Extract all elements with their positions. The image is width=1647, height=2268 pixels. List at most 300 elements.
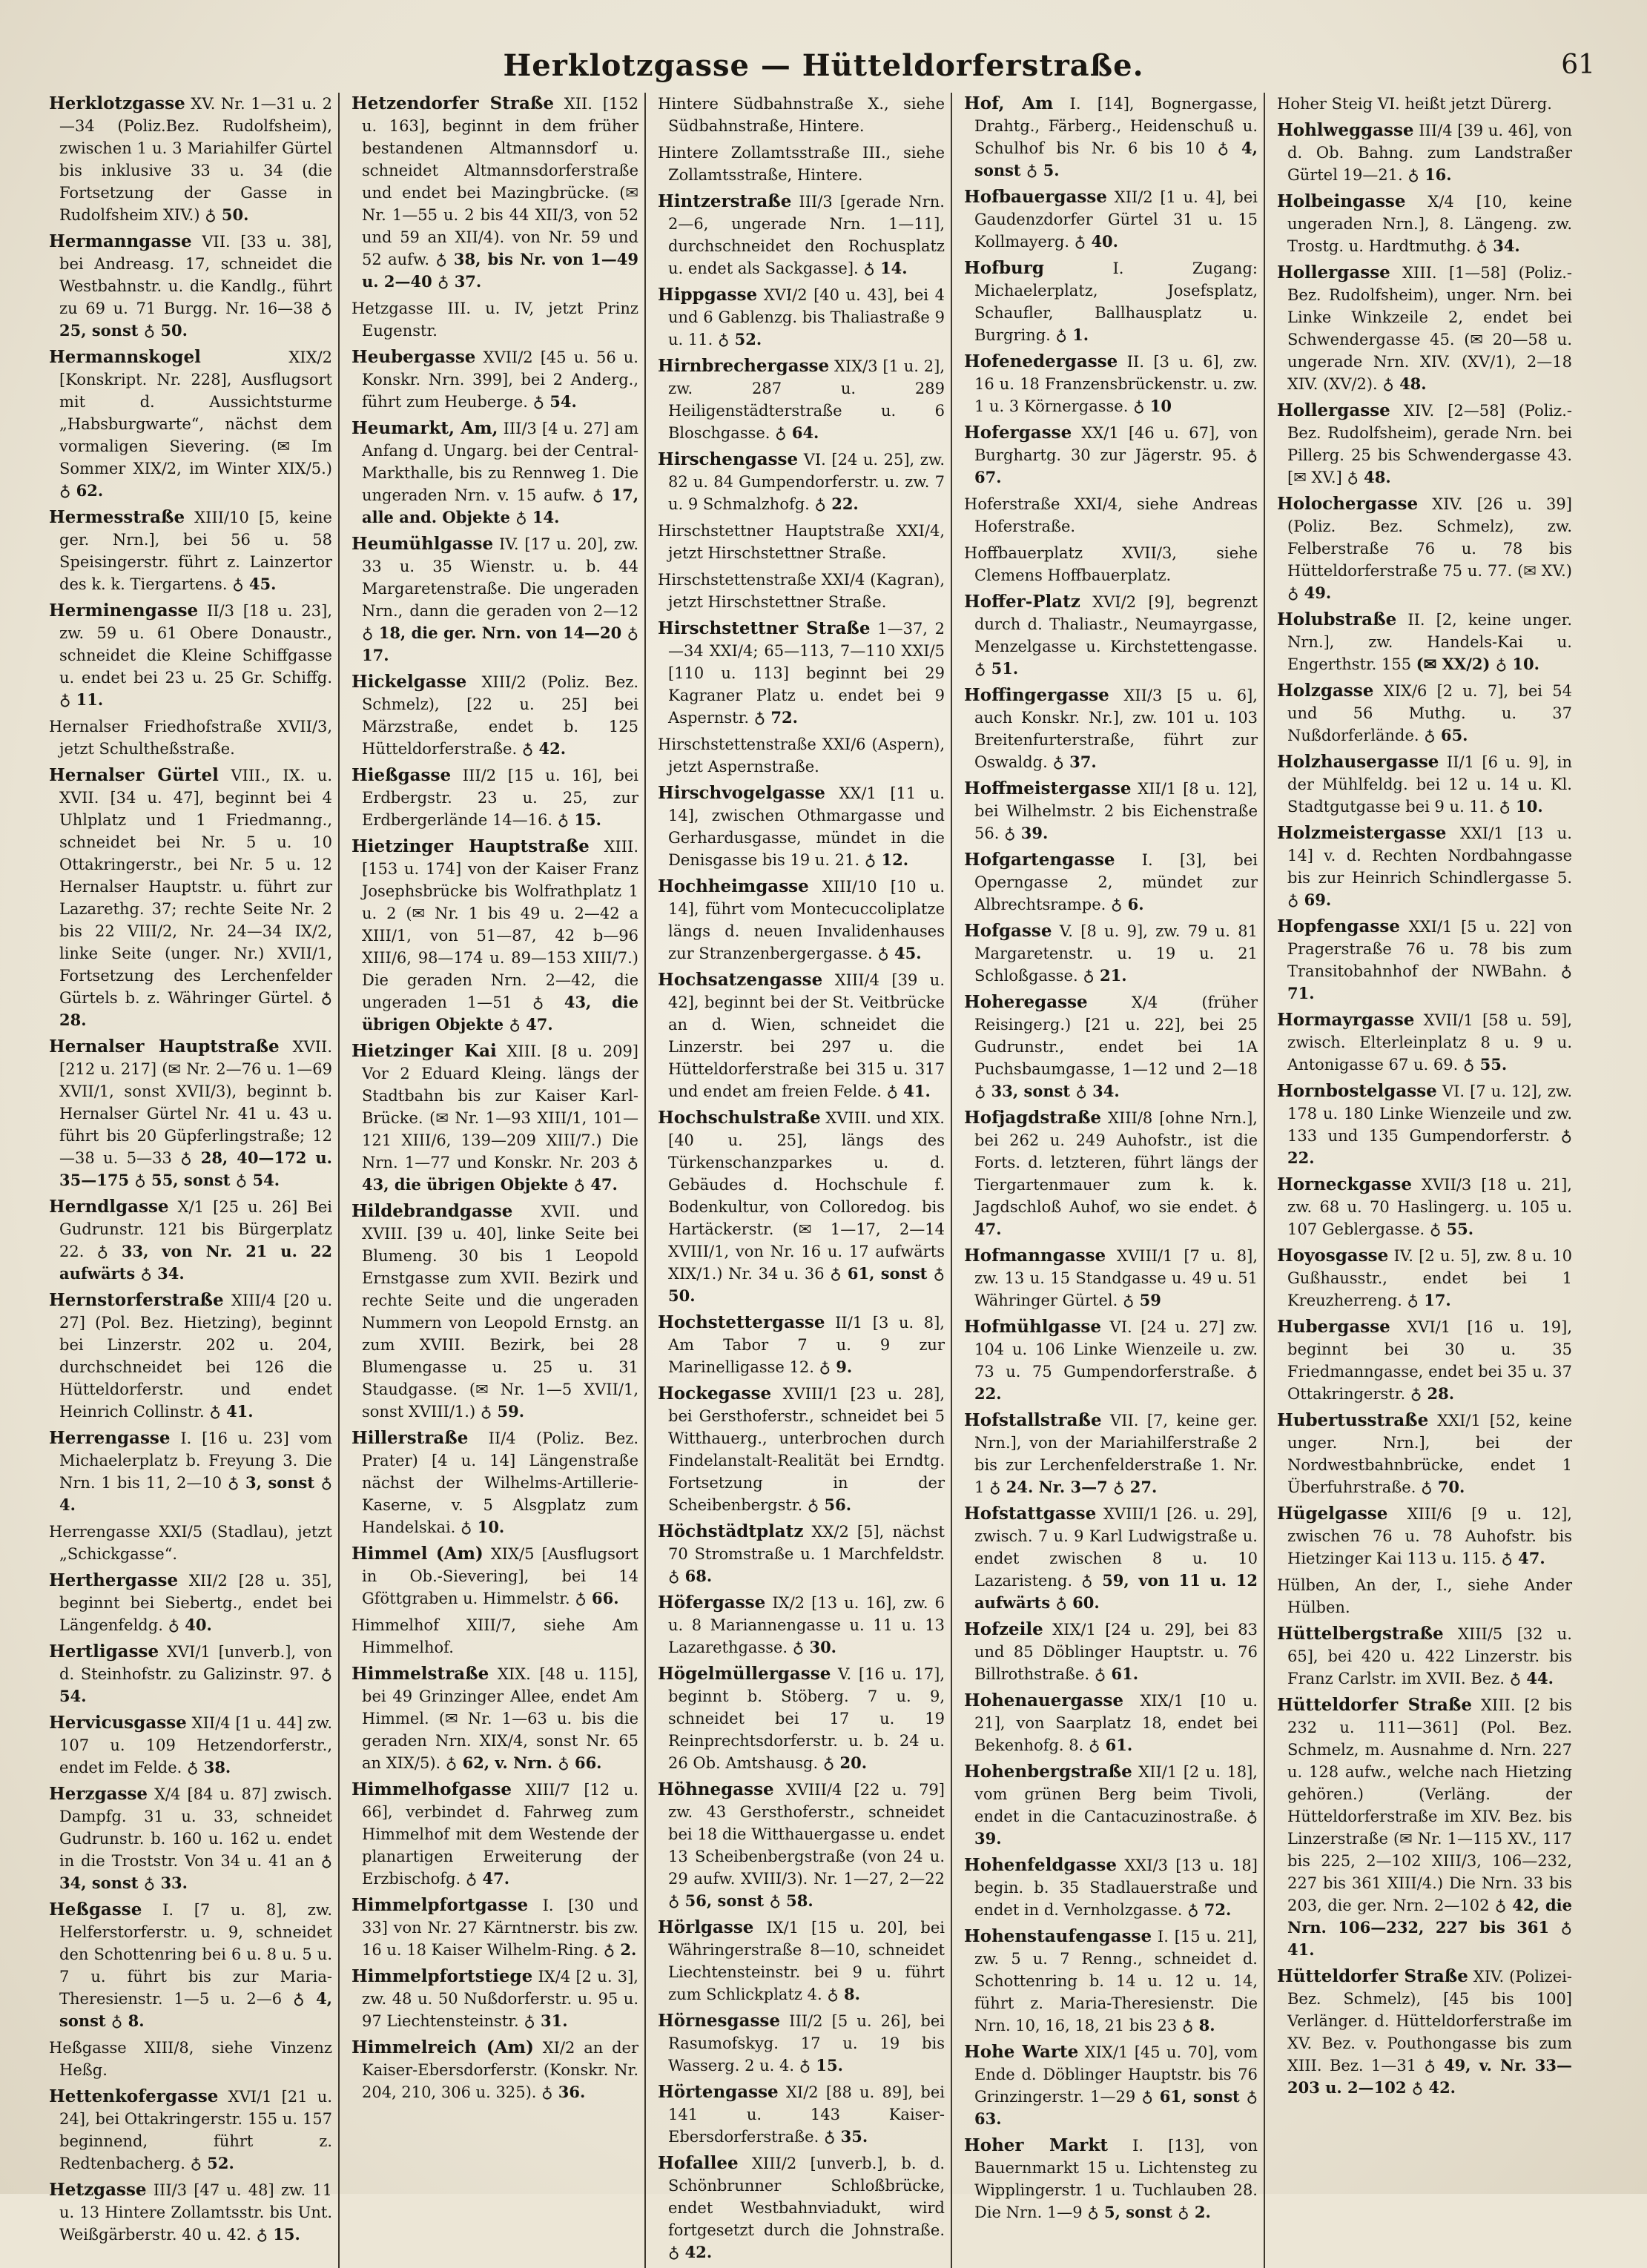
street-description: XVIII/4 [22 u. 79] zw. 43 Gersthoferstr., schneidet bei 18 die Witthauergasse u. endet 13 Scheibenbergstraße (von 24 u. 29 aufw. XVIII/3). Nr. 1—27, 2—22 <box>668 1781 945 1888</box>
postal-district: ♁ 55. <box>1429 1220 1474 1238</box>
street-entry <box>351 1966 638 2032</box>
street-entry <box>964 684 1258 773</box>
street-entry <box>351 2037 638 2103</box>
street-name: Hofstallstraße <box>964 1410 1102 1430</box>
street-name: Hofburg <box>964 258 1044 278</box>
street-description: Hernalser Friedhofstraße XVII/3, jetzt Schultheßstraße. <box>49 718 332 758</box>
street-description: XVI/2 [9], begrenzt durch d. Thaliastr., Neumayrgasse, Menzelgasse u. Kirchstettengasse. <box>974 593 1258 655</box>
postal-district: ♁ 52. <box>717 330 762 348</box>
street-description: XXI/1 [52, keine unger. Nrn.], bei der Nordwestbahnbrücke, endet 1 Überfuhrstraße. <box>1287 1412 1572 1496</box>
postal-district: ♁ 11. <box>59 690 104 709</box>
postal-district: ♁ 10. <box>461 1518 505 1536</box>
postal-district: ♁ 61, sonst ♁ 63. <box>974 2087 1258 2128</box>
street-name: Hernalser Gürtel <box>49 765 219 785</box>
postal-district: ♁ 62. <box>59 481 104 500</box>
street-description: XIX/2 [Konskript. Nr. 228], Ausflugsort mit d. Aussichtsturme „Habsburgwarte“, nächst dem vormaligen Sievering. (✉ Im Sommer XIX/2, im Winter XIX/5.) <box>59 348 332 477</box>
street-name: Hettenkofergasse <box>49 2086 219 2106</box>
street-entry <box>964 493 1258 538</box>
street-description: II/1 [3 u. 8], Am Tabor 7 u. 9 zur Marinelligasse 12. <box>668 1314 945 1376</box>
postal-district: ♁ 71. <box>1287 962 1572 1002</box>
street-entry <box>49 1521 332 1565</box>
street-entry <box>351 836 638 1036</box>
street-description: XVIII. und XIX. [40 u. 25], längs des Türkenschanzparkes u. d. Gebäudes d. Hochschule f. Bodenkultur, von Colloredog. bis Hartäckerstr. (✉ 1—17, 2—14 XVIII/1, von Nr. 16 u. 17 aufwärts XIX/1.) Nr. 34 u. 36 <box>668 1109 945 1283</box>
postal-district: ♁ 28, 40—172 u. 35—175 ♁ 55, sonst ♁ 54. <box>59 1148 332 1189</box>
street-entry <box>49 1036 332 1191</box>
street-name: Hietzinger Kai <box>351 1041 497 1061</box>
street-name: Hofallee <box>658 2153 739 2173</box>
street-description: V. [16 u. 17], beginnt b. Stöberg. 7 u. 9, schneidet bei 17 u. 19 Reinprechtsdorferstr. u. b. 24 u. 26 Ob. Amtshausg. <box>668 1665 945 1772</box>
postal-district: ♁ 24. Nr. 3—7 ♁ 27. <box>989 1478 1158 1496</box>
street-entry <box>964 1854 1258 1921</box>
street-description: Himmelhof XIII/7, siehe Am Himmelhof. <box>351 1616 638 1656</box>
street-entry <box>658 2010 945 2077</box>
street-entry <box>351 1894 638 1961</box>
street-entry <box>658 618 945 729</box>
street-name: Hochstettergasse <box>658 1312 825 1332</box>
street-entry <box>658 733 945 778</box>
street-name: Hörlgasse <box>658 1917 754 1937</box>
street-name: Heumühlgasse <box>351 534 494 554</box>
street-entry <box>658 449 945 515</box>
street-name: Hofgasse <box>964 921 1052 941</box>
street-name: Hohlweggasse <box>1277 120 1414 140</box>
street-name: Holbeingasse <box>1277 191 1406 211</box>
street-name: Hütteldorfer Straße <box>1277 1966 1468 1986</box>
street-description: XII/2 [1 u. 4], bei Gaudenzdorfer Gürtel 31 u. 15 Kollmayerg. <box>974 188 1258 251</box>
street-entry <box>49 2179 332 2246</box>
street-description: XII. [152 u. 163], beginnt in dem früher bestandenen Altmannsdorf u. schneidet Altmannsdorferstraße und endet bei Mazingbrücke. (✉ Nr. 1—55 u. 2 bis 44 XII/3, von 52 und 59 an XII/4). von Nr. 59 und 52 aufw. <box>362 95 638 268</box>
street-description: Hirschstettner Hauptstraße XXI/4, jetzt Hirschstettner Straße. <box>658 522 945 562</box>
street-name: Hetzgasse <box>49 2180 147 2200</box>
postal-district: ♁ 38. <box>187 1758 231 1776</box>
postal-district: ♁ 35. <box>823 2127 868 2146</box>
street-description: XI/2 [88 u. 89], bei 141 u. 143 Kaiser-Ebersdorferstraße. <box>668 2083 945 2146</box>
street-name: Hermannskogel <box>49 347 201 367</box>
postal-district: ♁ 43, die übrigen Objekte ♁ 47. <box>362 1153 638 1194</box>
street-entry <box>49 2037 332 2081</box>
street-entry <box>964 422 1258 489</box>
postal-district: ♁ 67. <box>974 446 1258 486</box>
street-description: VI. [7 u. 12], zw. 178 u. 180 Linke Wienzeile und zw. 133 und 135 Gumpendorferstr. <box>1287 1082 1572 1145</box>
street-description: XVII/2 [45 u. 56 u. Konskr. Nrn. 399], bei 2 Anderg., führt zum Heuberge. <box>362 348 638 411</box>
street-name: Hofjagdstraße <box>964 1108 1102 1128</box>
street-name: Hirschstettner Straße <box>658 618 871 638</box>
street-name: Hirschengasse <box>658 449 799 469</box>
street-description: I. [3], bei Operngasse 2, mündet zur Albrechtsrampe. <box>974 851 1258 913</box>
street-description: XIX/5 [Ausflugsort in Ob.-Sievering], bei 14 Gföttgraben u. Himmelstr. <box>362 1545 639 1607</box>
street-name: Hubergasse <box>1277 1317 1390 1337</box>
street-entry <box>658 284 945 351</box>
street-name: Hernalser Hauptstraße <box>49 1037 280 1057</box>
postal-district: ♁ 39. <box>1004 824 1049 842</box>
postal-district: ♁ 33, von Nr. 21 u. 22 aufwärts ♁ 34. <box>59 1242 332 1283</box>
street-entry <box>1277 680 1572 747</box>
street-name: Hervicusgasse <box>49 1713 187 1733</box>
postal-district: ♁ 51. <box>974 659 1019 678</box>
street-entry <box>964 1245 1258 1312</box>
street-description: Hoher Steig VI. heißt jetzt Dürerg. <box>1277 95 1552 113</box>
street-description: XX/2 [5], nächst 70 Stromstraße u. 1 Marchfeldstr. <box>668 1523 945 1563</box>
directory-column-3 <box>652 93 952 2268</box>
street-entry <box>658 355 945 444</box>
street-description: XII/3 [5 u. 6], auch Konskr. Nr.], zw. 101 u. 103 Breitenfurterstraße, führt zur Oswaldg. <box>974 687 1258 771</box>
street-description: XVI/2 [40 u. 43], bei 4 und 6 Gablenzg. bis Thaliastraße 9 u. 11. <box>668 286 945 348</box>
street-description: XVIII/1 [7 u. 8], zw. 13 u. 15 Standgasse u. 49 u. 51 Währinger Gürtel. <box>974 1247 1258 1309</box>
street-name: Hermanngasse <box>49 231 192 251</box>
postal-district: ♁ 20. <box>822 1753 868 1772</box>
postal-district: ♁ 6. <box>1111 895 1144 913</box>
street-description: XVII/3 [18 u. 21], zw. 68 u. 70 Haslingerg. u. 105 u. 107 Geblergasse. <box>1287 1176 1572 1238</box>
page-title: Herklotzgasse — Hütteldorferstraße. <box>503 48 1144 83</box>
street-description: XXI/1 [13 u. 14] v. d. Rechten Nordbahngasse bis zur Heinrich Schindlergasse 5. <box>1287 824 1572 887</box>
street-name: Hietzinger Hauptstraße <box>351 836 590 856</box>
postal-district: ♁ 59, von 11 u. 12 aufwärts ♁ 60. <box>974 1571 1258 1612</box>
street-description: I. [14], Bognergasse, Drahtg., Färberg., Heidenschuß u. Schulhof bis Nr. 6 bis 10 <box>974 95 1258 157</box>
postal-district: ♁ 70. <box>1421 1478 1465 1496</box>
postal-district: ♁ 15. <box>256 2225 300 2244</box>
street-description: I. [15 u. 21], zw. 5 u. 7 Renng., schneidet d. Schottenring b. 14 u. 12 u. 14, führt z. Maria-Theresienstr. Die Nrn. 10, 16, 18, 21 bis 23 <box>974 1928 1258 2034</box>
street-entry <box>1277 1174 1572 1240</box>
street-description: XXI/3 [13 u. 18] begin. b. 35 Stadlauerstraße und endet in d. Vernholzgasse. <box>974 1857 1258 1919</box>
street-name: Höhnegasse <box>658 1779 774 1799</box>
street-name: Heßgasse <box>49 1900 142 1920</box>
street-entry <box>658 520 945 564</box>
street-description: XV. Nr. 1—31 u. 2—34 (Poliz.Bez. Rudolfsheim), zwischen 1 u. 3 Mariahilfer Gürtel bis inklusive 33 u. 34 (die Fortsetzung der Gasse in Rudolfsheim XIV.) <box>59 95 332 224</box>
street-name: Hofstattgasse <box>964 1504 1097 1524</box>
street-entry <box>964 1316 1258 1405</box>
street-entry <box>49 600 332 711</box>
street-name: Himmelreich (Am) <box>351 2037 534 2057</box>
street-description: III/3 [4 u. 27] am Anfang d. Ungarg. bei der Central-Markthalle, bis zu Rennweg 1. Die ungeraden Nrn. v. 15 aufw. <box>362 420 638 504</box>
postal-district: ♁ 69. <box>1287 890 1332 909</box>
street-entry <box>964 991 1258 1102</box>
street-entry <box>49 1641 332 1707</box>
street-description: III/2 [15 u. 16], bei Erdbergstr. 23 u. 25, zur Erdbergerlände 14—16. <box>362 767 638 829</box>
street-name: Holochergasse <box>1277 494 1419 514</box>
street-name: Holzmeistergasse <box>1277 823 1447 843</box>
street-name: Hochschulstraße <box>658 1108 821 1128</box>
street-description: III/3 [gerade Nrn. 2—6, ungerade Nrn. 1—11], durchschneidet den Rochusplatz u. endet als Sackgasse]. <box>668 193 945 277</box>
street-entry <box>658 1592 945 1659</box>
street-description: XVII/1 [58 u. 59], zwisch. Elterleinplatz 8 u. 9 u. Antonigasse 67 u. 69. <box>1287 1011 1572 1074</box>
street-description: XVI/1 [unverb.], von d. Steinhofstr. zu Galizinstr. 97. <box>59 1643 332 1683</box>
street-entry <box>1277 493 1572 604</box>
street-name: Hofzeile <box>964 1619 1043 1639</box>
street-description: XX/1 [11 u. 14], zwischen Othmargasse und Gerhardusgasse, mündet in die Denisgasse bis 19 u. 21. <box>668 784 945 869</box>
street-entry <box>658 569 945 613</box>
street-entry <box>658 2152 945 2264</box>
street-description: XIV. [26 u. 39] (Poliz. Bez. Schmelz), zw. Felberstraße 76 u. 78 bis Hütteldorferstraße 75 u. 77. (✉ XV.) <box>1287 495 1572 580</box>
street-description: X/1 [25 u. 26] Bei Gudrunstr. 121 bis Bürgerplatz 22. <box>59 1198 332 1260</box>
street-name: Hickelgasse <box>351 672 467 692</box>
postal-district: ♁ 21. <box>1083 966 1127 985</box>
street-name: Hohenstaufengasse <box>964 1926 1152 1946</box>
street-entry <box>351 93 638 293</box>
street-name: Herklotzgasse <box>49 93 185 113</box>
street-entry <box>658 1521 945 1587</box>
street-description: X/4 [84 u. 87] zwisch. Dampfg. 31 u. 33, schneidet Gudrunstr. b. 160 u. 162 u. endet in die Troststr. Von 34 u. 41 an <box>59 1785 332 1870</box>
street-entry <box>351 1543 638 1610</box>
street-entry <box>964 778 1258 844</box>
postal-district: ♁ 72. <box>1187 1900 1232 1919</box>
street-description: IX/4 [2 u. 3], zw. 48 u. 50 Nußdorferstr. u. 95 u. 97 Liechtensteinstr. <box>362 1968 638 2030</box>
street-name: Holzhausergasse <box>1277 752 1439 772</box>
postal-district: ♁ 45. <box>232 575 277 593</box>
street-entry <box>49 1196 332 1285</box>
street-entry <box>964 351 1258 417</box>
street-entry <box>351 1200 638 1423</box>
postal-district: ♁ 45. <box>877 944 922 962</box>
postal-district: ♁ 42, die Nrn. 106—232, 227 bis 361 ♁ 41. <box>1287 1896 1572 1959</box>
street-name: Hofbauergasse <box>964 187 1107 207</box>
street-description: XVIII/1 [23 u. 28], bei Gersthoferstr., schneidet bei 5 Witthauerg., unterbrochen durch Findelanstalt-Realität bei Erndtg. Fortsetzung in der Scheibenbergstr. <box>668 1385 945 1514</box>
postal-district: ♁ 2. <box>603 1940 637 1959</box>
street-name: Hof, Am <box>964 93 1054 113</box>
street-description: IV. [17 u. 20], zw. 33 u. 35 Wienstr. u. b. 44 Margaretenstraße. Die ungeraden Nrn., dann die geraden von 2—12 <box>362 535 638 620</box>
street-name: Hillerstraße <box>351 1428 469 1448</box>
street-entry <box>964 1761 1258 1850</box>
street-entry <box>1277 1009 1572 1076</box>
postal-district: ♁ 54. <box>532 392 577 411</box>
street-entry <box>658 1779 945 1912</box>
street-name: Hermesstraße <box>49 507 185 527</box>
street-description: XIII. [8 u. 209] Vor 2 Eduard Kleing. längs der Stadtbahn bis zur Kaiser Karl-Brücke. (✉ Nr. 1—93 XIII/1, 101—121 XIII/6, 139—209 XIII/7.) Die Nrn. 1—77 und Konskr. Nr. 203 <box>362 1042 638 1171</box>
directory-column-4 <box>958 93 1265 2268</box>
postal-district: ♁ 42. <box>668 2243 713 2261</box>
street-entry <box>49 1570 332 1636</box>
postal-district: ♁ 38, bis Nr. von 1—49 u. 2—40 ♁ 37. <box>362 250 638 291</box>
street-entry <box>1277 119 1572 186</box>
street-entry <box>1277 1316 1572 1405</box>
street-description: XIII/4 [20 u. 27] (Pol. Bez. Hietzing), beginnt bei Linzerstr. 202 u. 204, durchschneidet bei 126 die Hütteldorferstr. und endet Heinrich Collinstr. <box>59 1292 332 1421</box>
postal-district: ♁ 56, sonst ♁ 58. <box>668 1891 813 1910</box>
postal-district: ♁ 25, sonst ♁ 50. <box>59 299 332 340</box>
street-entry <box>1277 400 1572 489</box>
postal-district: ♁ 39. <box>974 1807 1258 1848</box>
street-description: XIX/1 [45 u. 70], vom Ende d. Döblinger Hauptstr. bis 76 Grinzingerstr. 1—29 <box>974 2043 1258 2106</box>
street-description: I. [30 und 33] von Nr. 27 Kärntnerstr. bis zw. 16 u. 18 Kaiser Wilhelm-Ring. <box>362 1897 638 1959</box>
street-entry <box>1277 1574 1572 1619</box>
street-name: Hießgasse <box>351 765 452 785</box>
street-description: XII/4 [1 u. 44] zw. 107 u. 109 Hetzendorferstr., endet im Felde. <box>59 1714 332 1776</box>
street-entry <box>658 876 945 965</box>
postal-district: ♁ 61. <box>1089 1736 1133 1754</box>
postal-district: ♁ 41. <box>886 1082 931 1100</box>
street-description: I. [7 u. 8], zw. Helferstorferstr. u. 9, schneidet den Schottenring bei 6 u. 8 u. 5 u. 7 u. führt bis zur Maria-Theresienstr. 1—5 u. 2—6 <box>59 1901 332 2008</box>
postal-district: ♁ 47. <box>974 1197 1258 1238</box>
street-name: Högelmüllergasse <box>658 1664 831 1684</box>
street-name: Höfergasse <box>658 1593 766 1613</box>
street-entry <box>351 1427 638 1538</box>
street-entry <box>351 671 638 760</box>
street-description: Heßgasse XIII/8, siehe Vinzenz Heßg. <box>49 2039 332 2079</box>
street-name: Hofergasse <box>964 423 1072 443</box>
street-entry <box>658 1383 945 1516</box>
postal-district: ♁ 10 <box>1133 397 1172 415</box>
postal-district: ♁ 17. <box>1407 1291 1451 1309</box>
street-name: Hütteldorfer Straße <box>1277 1695 1472 1715</box>
street-entry <box>964 1925 1258 2037</box>
postal-district: ♁ 12. <box>864 850 909 869</box>
street-entry <box>658 93 945 137</box>
postal-district: ♁ 15. <box>799 2056 843 2074</box>
street-entry <box>351 764 638 831</box>
postal-district: ♁ 42. <box>521 739 567 758</box>
street-description: XVIII/1 [26. u. 29], zwisch. 7 u. 9 Karl Ludwigstraße u. endet zwischen 8 u. 10 Lazaristeng. <box>974 1505 1258 1590</box>
postal-district: ♁ 22. <box>1287 1126 1572 1167</box>
street-name: Hofmanngasse <box>964 1246 1106 1266</box>
street-entry <box>351 1779 638 1890</box>
postal-district: ♁ 48. <box>1347 468 1391 486</box>
postal-district: ♁ 61, sonst ♁ 50. <box>668 1264 945 1305</box>
street-name: Hörnesgasse <box>658 2011 781 2031</box>
street-description: XIV. [2—58] (Poliz.-Bez. Rudolfsheim), gerade Nrn. bei Pillerg. 25 bis Schwendergasse 43. [✉ XV.] <box>1287 402 1572 486</box>
street-description: II. [2, keine unger. Nrn.], zw. Handels-Kai u. Engerthstr. 155 <box>1287 611 1572 673</box>
street-name: Hochsatzengasse <box>658 970 823 990</box>
street-name: Herminengasse <box>49 601 199 621</box>
street-description: I. Zugang: Michaelerplatz, Josefsplatz, Schaufler, Ballhausplatz u. Burgring. <box>974 259 1258 344</box>
street-name: Hoffer-Platz <box>964 592 1080 612</box>
street-description: XI/2 an der Kaiser-Ebersdorferstr. (Konskr. Nr. 204, 210, 306 u. 325). <box>362 2039 638 2101</box>
street-name: Hirschvogelgasse <box>658 783 825 803</box>
postal-district: ♁ 50. <box>205 205 249 224</box>
street-entry <box>49 231 332 342</box>
street-entry <box>49 715 332 760</box>
street-name: Höchstädtplatz <box>658 1521 804 1541</box>
street-description: IX/1 [15 u. 20], bei Währingerstraße 8—10, schneidet Liechtensteinstr. bei 9 u. führt zum Schlickplatz 4. <box>668 1919 945 2003</box>
postal-district: ♁ 8. <box>1181 2016 1215 2034</box>
street-description: XIII/5 [32 u. 65], bei 420 u. 422 Linzerstr. bis Franz Carlstr. im XVII. Bez. <box>1287 1625 1572 1687</box>
street-description: II/1 [6 u. 9], in der Mühlfeldg. bei 12 u. 14 u. Kl. Stadtgutgasse bei 9 u. 11. <box>1287 753 1572 816</box>
street-name: Hofenedergasse <box>964 351 1118 371</box>
postal-district: ♁ 5, sonst ♁ 2. <box>1087 2203 1211 2221</box>
street-entry <box>964 1619 1258 1685</box>
street-entry <box>1277 1966 1572 2099</box>
street-description: XX/1 [46 u. 67], von Burghartg. 30 zur Jägerstr. 95. <box>974 424 1258 464</box>
street-name: Holzgasse <box>1277 681 1374 701</box>
street-entry <box>351 533 638 667</box>
postal-district: ♁ 64. <box>775 423 819 442</box>
directory-column-1 <box>43 93 340 2268</box>
street-description: XIII/8 [ohne Nrn.], bei 262 u. 249 Auhofstr., ist die Forts. d. letzteren, führt längs der Tiergartenmauer zum k. k. Jagdschloß Auhof, wo sie endet. <box>974 1109 1258 1216</box>
page-header <box>44 41 1603 93</box>
street-name: Heumarkt, Am, <box>351 418 498 438</box>
street-description: 1—37, 2—34 XXI/4; 65—113, 7—110 XXI/5 [110 u. 113] beginnt bei 29 Kagraner Platz u. endet bei 9 Aspernstr. <box>668 620 945 727</box>
street-entry <box>964 2041 1258 2130</box>
street-description: Hirschstettenstraße XXI/6 (Aspern), jetzt Aspernstraße. <box>658 735 945 776</box>
street-entry <box>658 1107 945 1307</box>
street-entry <box>49 1289 332 1423</box>
street-description: Hoffbauerplatz XVII/3, siehe Clemens Hoffbauerplatz. <box>964 544 1258 584</box>
street-entry <box>1277 822 1572 911</box>
street-name: Hernstorferstraße <box>49 1290 224 1310</box>
street-entry <box>658 2081 945 2148</box>
postal-district: ♁ 54. <box>59 1664 332 1705</box>
postal-district: ♁ 31. <box>524 2011 568 2030</box>
street-entry <box>1277 1080 1572 1169</box>
street-description: Hülben, An der, I., siehe Ander Hülben. <box>1277 1576 1572 1616</box>
street-description: Hoferstraße XXI/4, siehe Andreas Hoferstraße. <box>964 495 1258 535</box>
street-entry <box>1277 751 1572 818</box>
street-entry <box>1277 1245 1572 1312</box>
postal-district: ♁ 66. <box>575 1589 619 1607</box>
street-description: XIII. [1—58] (Poliz.-Bez. Rudolfsheim), unger. Nrn. bei Linke Winkzeile 2, endet bei Schwendergasse 45. (✉ 20—58 u. ungerade Nrn. XIV. (XV/1), 2—18 XIV. (XV/2). <box>1287 264 1572 393</box>
street-description: III/3 [47 u. 48] zw. 11 u. 13 Hintere Zollamtsstr. bis Unt. Weißgärberstr. 40 u. 42. <box>59 2181 332 2244</box>
street-description: XIII/7 [12 u. 66], verbindet d. Fahrweg zum Himmelhof mit dem Westende der planartigen Erweiterung der Erzbischofg. <box>362 1781 638 1888</box>
postal-district: ♁ 15. <box>557 810 601 829</box>
street-entry <box>49 1427 332 1516</box>
street-name: Hockegasse <box>658 1383 772 1404</box>
street-description: VII. [7, keine ger. Nrn.], von der Mariahilferstraße 2 bis zur Lerchenfelderstraße 1. Nr. 1 <box>974 1412 1258 1496</box>
street-description: XIII/10 [10 u. 14], führt vom Montecuccoliplatze längs d. neuen Invalidenhauses zur Stranzenbergergasse. <box>668 878 945 962</box>
street-entry <box>964 93 1258 182</box>
street-name: Himmelstraße <box>351 1664 489 1684</box>
street-entry <box>49 1712 332 1779</box>
street-name: Herndlgasse <box>49 1197 169 1217</box>
postal-district: ♁ 1. <box>1055 325 1089 344</box>
street-entry <box>1277 93 1572 115</box>
postal-district: ♁ 34. <box>1476 237 1520 255</box>
street-description: III/4 [39 u. 46], von d. Ob. Bahng. zum Landstraßer Gürtel 19—21. <box>1287 122 1573 184</box>
street-entry <box>1277 1694 1572 1961</box>
street-entry <box>351 1614 638 1659</box>
postal-district: ♁ 10. <box>1499 797 1543 816</box>
postal-district: ♁ 9. <box>819 1358 853 1376</box>
postal-district: ♁ 18, die ger. Nrn. von 14—20 ♁ 17. <box>362 624 638 664</box>
street-entry <box>49 346 332 502</box>
street-entry <box>964 1503 1258 1614</box>
postal-district: ♁ 52. <box>190 2154 234 2172</box>
street-description: XIX/3 [1 u. 2], zw. 287 u. 289 Heiligenstädterstraße u. 6 Bloschgasse. <box>668 357 945 442</box>
street-entry <box>964 1409 1258 1498</box>
postal-district: ♁ 14. <box>863 259 908 277</box>
street-entry <box>1277 916 1572 1005</box>
street-name: Hertligasse <box>49 1642 159 1662</box>
postal-district: ♁ 49. <box>1287 583 1332 602</box>
street-entry <box>351 417 638 529</box>
street-entry <box>351 1663 638 1774</box>
street-entry <box>49 1783 332 1894</box>
postal-district: ♁ 34, sonst ♁ 33. <box>59 1851 332 1892</box>
street-entry <box>351 297 638 342</box>
postal-district: ♁ 22. <box>974 1362 1258 1403</box>
street-entry <box>964 257 1258 346</box>
street-name: Herthergasse <box>49 1570 179 1590</box>
street-description: Herrengasse XXI/5 (Stadlau), jetzt „Schickgasse“. <box>49 1523 332 1563</box>
street-entry <box>658 1663 945 1774</box>
street-name: Hochheimgasse <box>658 876 809 896</box>
postal-district: ♁ 3, sonst ♁ 4. <box>59 1473 332 1514</box>
postal-district: ♁ 8. <box>827 1985 860 2003</box>
street-entry <box>1277 1409 1572 1498</box>
street-description: XIII/6 [9 u. 12], zwischen 76 u. 78 Auhofstr. bis Hietzinger Kai 113 u. 115. <box>1287 1505 1572 1567</box>
street-entry <box>658 191 945 280</box>
street-description: VII. [33 u. 38], bei Andreasg. 17, schneidet die Westbahnstr. u. die Kandlg., führt zu 69 u. 71 Burgg. Nr. 16—38 <box>59 233 332 317</box>
postal-district: ♁ 49, v. Nr. 33—203 u. 2—102 ♁ 42. <box>1287 2056 1572 2097</box>
street-description: II/4 (Poliz. Bez. Prater) [4 u. 14] Längenstraße nächst der Wilhelms-Artillerie-Kaserne, v. 5 Alsgplatz zum Handelskai. <box>362 1429 638 1536</box>
street-entry <box>351 346 638 413</box>
street-description: VI. [24 u. 27] zw. 104 u. 106 Linke Wienzeile u. zw. 73 u. 75 Gumpendorferstraße. <box>974 1318 1258 1381</box>
street-description: XII/1 [2 u. 18], vom grünen Berg beim Tivoli, endet in die Cantacuzinostraße. <box>974 1763 1258 1825</box>
street-name: Hoffmeistergasse <box>964 778 1132 799</box>
street-name: Hirnbrechergasse <box>658 356 830 376</box>
street-name: Hoyosgasse <box>1277 1246 1389 1266</box>
street-entry <box>658 1917 945 2006</box>
postal-district: ♁ 55. <box>1463 1055 1508 1074</box>
street-name: Hippgasse <box>658 285 758 305</box>
street-name: Hollergasse <box>1277 262 1390 282</box>
street-description: XIX/1 [10 u. 21], von Saarplatz 18, endet bei Bekenhofg. 8. <box>974 1692 1258 1754</box>
